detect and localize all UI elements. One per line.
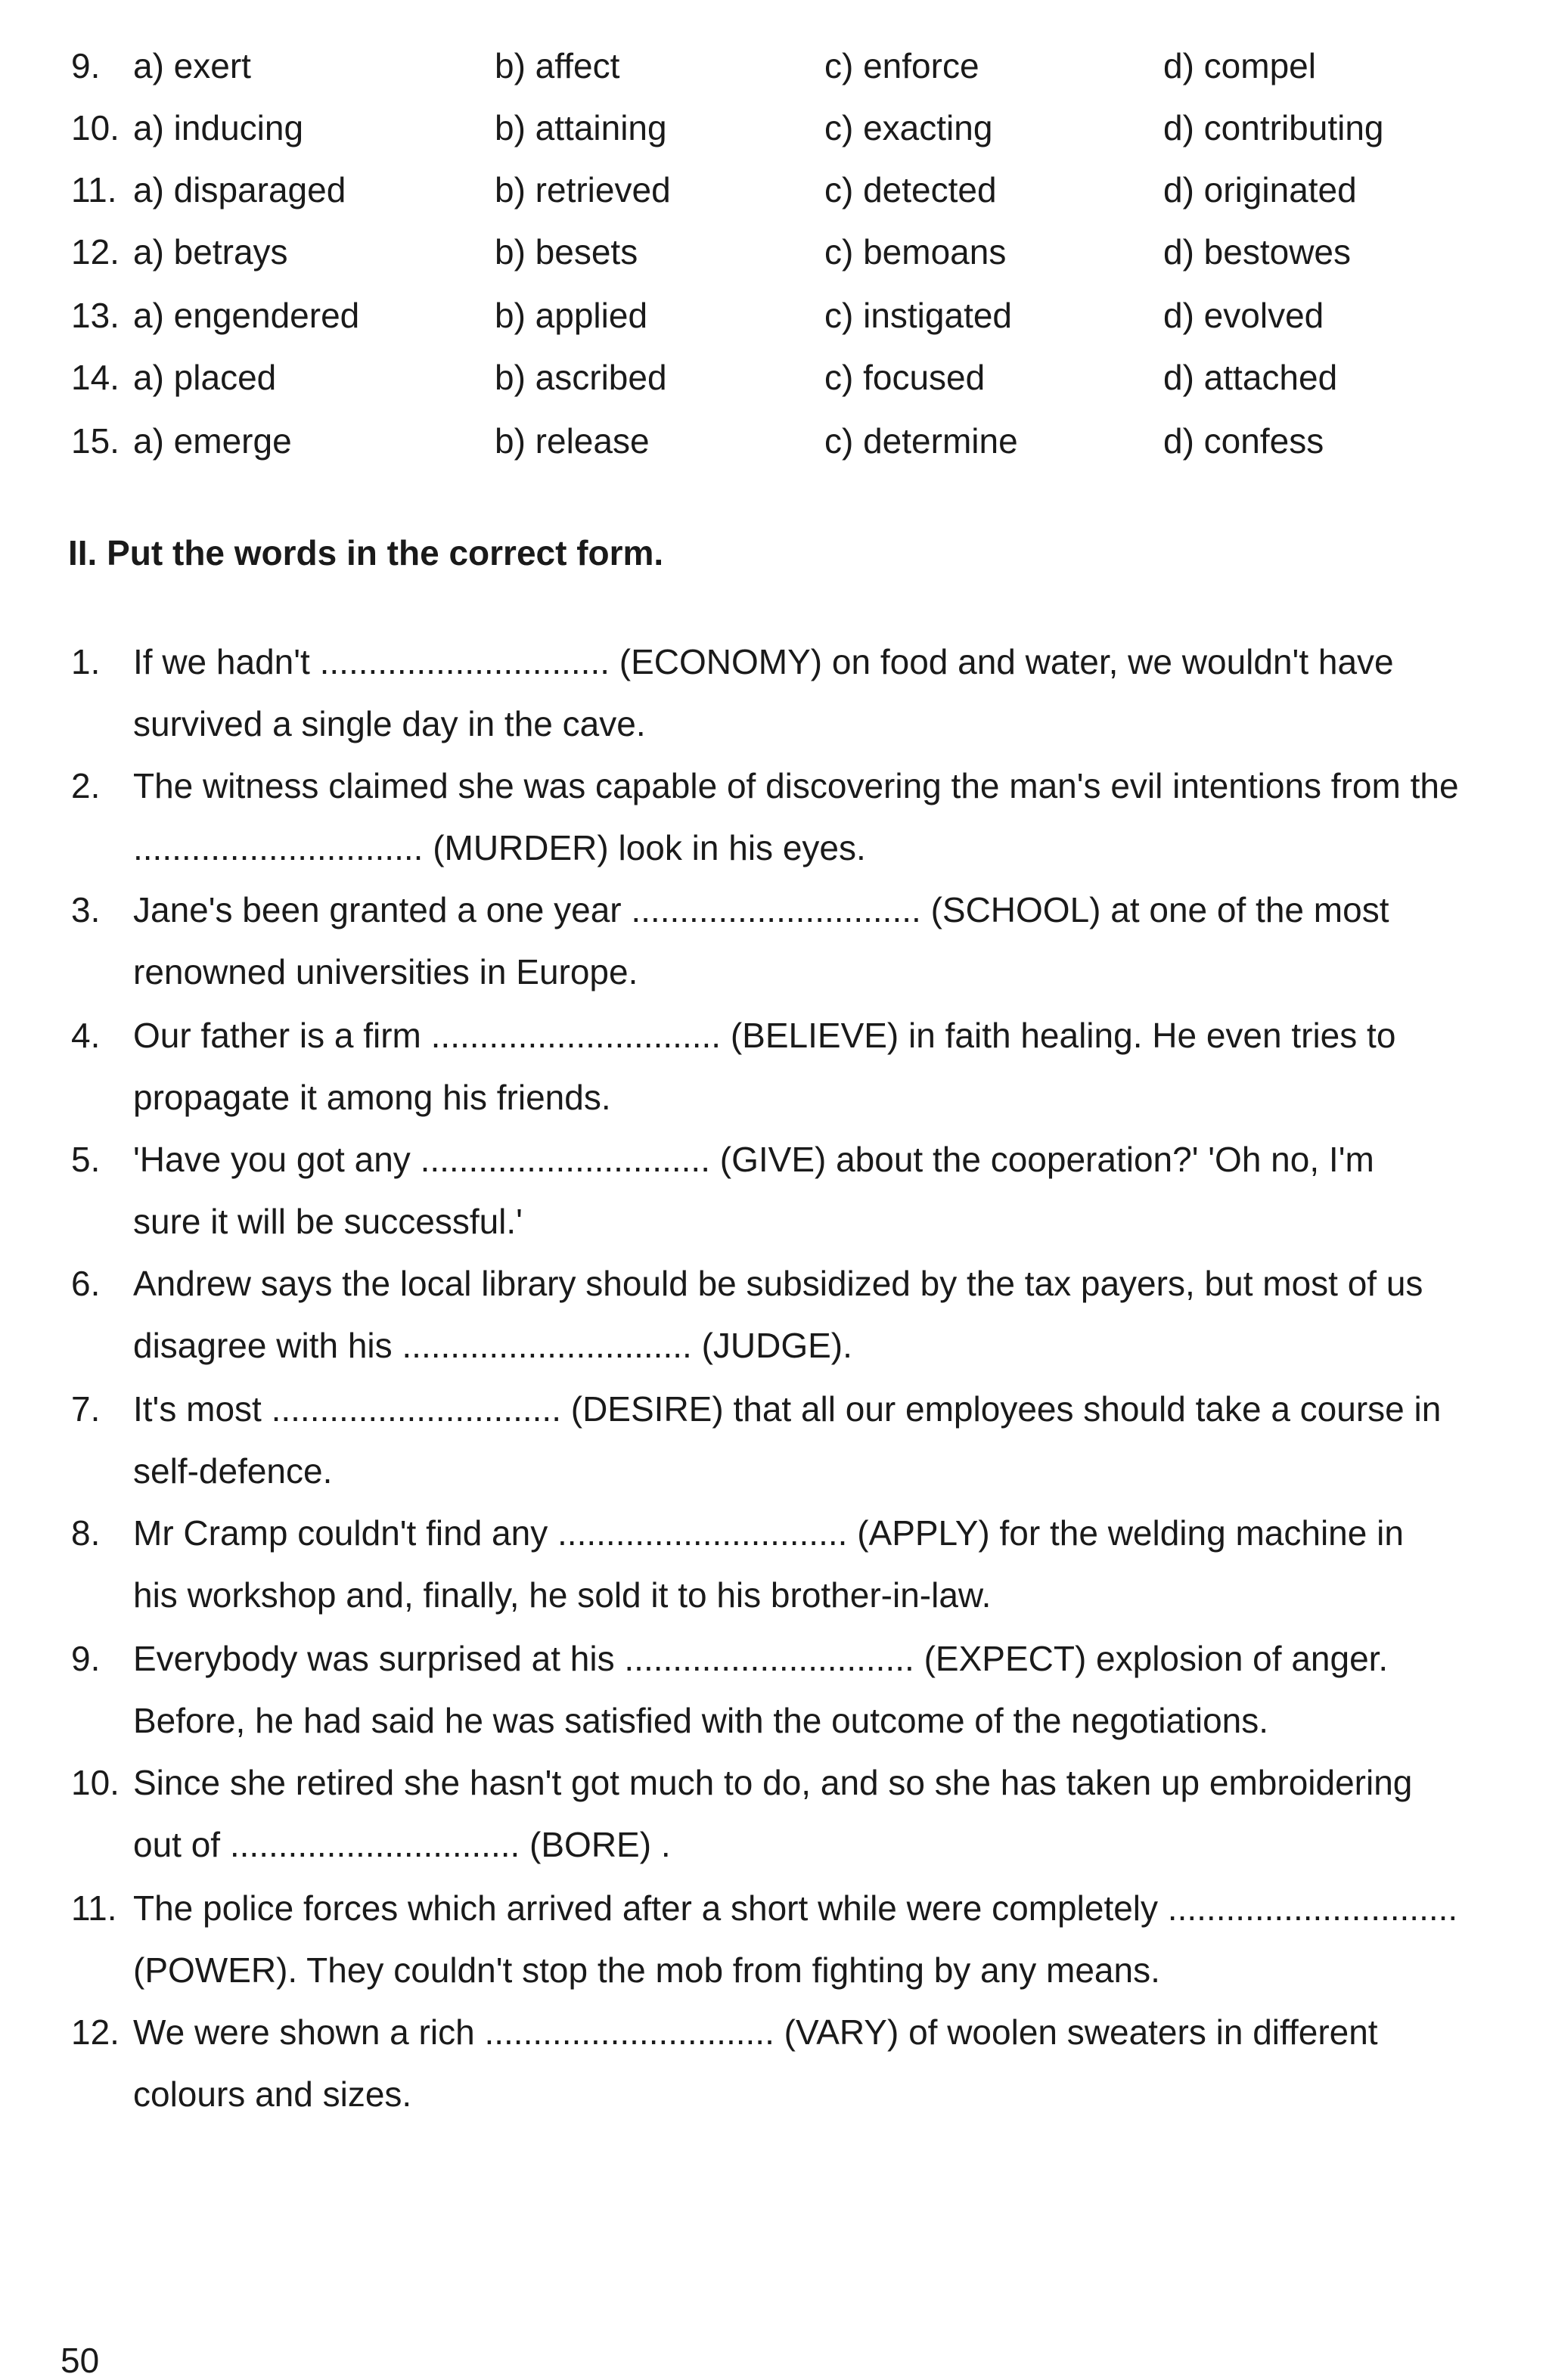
option-c: c) exacting [824,108,993,147]
option-d: d) contributing [1163,108,1384,147]
option-c: c) detected [824,170,997,209]
mc-row-9 [0,48,1549,94]
option-a: a) placed [133,358,277,397]
exercise-text-line-1: We were shown a rich .............................. (VARY) of woolen sweaters in different [133,2012,1378,2052]
mc-number: 11. [71,170,117,209]
option-c: c) bemoans [824,232,1007,272]
mc-row-10 [0,110,1549,156]
option-b: b) ascribed [495,358,667,397]
mc-number: 10. [71,108,120,147]
mc-row-11 [0,172,1549,218]
option-d: d) originated [1163,170,1357,209]
option-c: c) instigated [824,296,1013,335]
exercise-text-line-1: The police forces which arrived after a short while were completely .............................. [133,1888,1458,1928]
option-a: a) engendered [133,296,360,335]
option-a: a) exert [133,46,251,85]
exercise-number: 9. [71,1639,101,1678]
option-a: a) emerge [133,421,292,461]
option-d: d) confess [1163,421,1324,461]
exercise-number: 3. [71,890,101,929]
exercise-text-line-1: Andrew says the local library should be subsidized by the tax payers, but most of us [133,1264,1423,1303]
option-a: a) disparaged [133,170,346,209]
exercise-number: 7. [71,1389,101,1429]
option-d: d) compel [1163,46,1316,85]
exercise-number: 6. [71,1264,101,1303]
option-c: c) determine [824,421,1018,461]
page-number: 50 [61,2341,100,2380]
option-b: b) besets [495,232,638,272]
exercise-number: 11. [71,1888,117,1928]
option-c: c) enforce [824,46,979,85]
mc-row-12 [0,234,1549,280]
mc-number: 14. [71,358,120,397]
exercise-number: 12. [71,2012,120,2052]
option-b: b) affect [495,46,620,85]
exercise-number: 5. [71,1140,101,1179]
exercise-text-line-1: If we hadn't .............................. (ECONOMY) on food and water, we wouldn't have [133,642,1394,681]
exercise-text-line-2: Before, he had said he was satisfied with the outcome of the negotiations. [133,1701,1269,1740]
option-d: d) attached [1163,358,1338,397]
mc-number: 9. [71,46,101,85]
exercise-text-line-2: out of .............................. (BORE) . [133,1825,671,1864]
exercise-text-line-1: Jane's been granted a one year .............................. (SCHOOL) at one of the most [133,890,1389,929]
exercise-text-line-1: Everybody was surprised at his .............................. (EXPECT) explosion of anger. [133,1639,1389,1678]
exercise-number: 1. [71,642,101,681]
exercise-text-line-1: Since she retired she hasn't got much to do, and so she has taken up embroidering [133,1763,1413,1802]
option-d: d) evolved [1163,296,1324,335]
exercise-number: 8. [71,1513,101,1553]
exercise-number: 2. [71,766,101,805]
option-b: b) attaining [495,108,667,147]
exercise-text-line-2: his workshop and, finally, he sold it to his brother-in-law. [133,1575,992,1615]
exercise-text-line-2: disagree with his .............................. (JUDGE). [133,1326,852,1365]
option-b: b) applied [495,296,648,335]
mc-number: 15. [71,421,120,461]
exercise-number: 10. [71,1763,120,1802]
exercise-text-line-2: (POWER). They couldn't stop the mob from fighting by any means. [133,1950,1160,1990]
exercise-text-line-2: .............................. (MURDER) look in his eyes. [133,828,866,867]
mc-number: 13. [71,296,120,335]
exercise-text-line-2: propagate it among his friends. [133,1078,611,1117]
mc-row-15 [0,421,1549,469]
exercise-text-line-1: The witness claimed she was capable of discovering the man's evil intentions from the [133,766,1459,805]
exercise-text-line-2: colours and sizes. [133,2074,412,2114]
exercise-text-line-1: Mr Cramp couldn't find any .............................. (APPLY) for the welding machine in [133,1513,1404,1553]
option-b: b) release [495,421,650,461]
exercise-text-line-2: renowned universities in Europe. [133,952,638,991]
option-c: c) focused [824,358,986,397]
exercise-text-line-1: Our father is a firm .............................. (BELIEVE) in faith healing. He even tries to [133,1016,1396,1055]
option-b: b) retrieved [495,170,671,209]
exercise-text-line-1: It's most .............................. (DESIRE) that all our employees should take a course in [133,1389,1442,1429]
option-d: d) bestowes [1163,232,1352,272]
option-a: a) inducing [133,108,304,147]
exercise-text-line-2: self-defence. [133,1451,333,1491]
exercise-text-line-2: survived a single day in the cave. [133,704,646,743]
mc-row-14 [0,360,1549,405]
exercise-text-line-1: 'Have you got any .............................. (GIVE) about the cooperation?' 'Oh no, I'm [133,1140,1374,1179]
mc-row-13 [0,298,1549,343]
mc-number: 12. [71,232,120,272]
exercise-number: 4. [71,1016,101,1055]
exercise-text-line-2: sure it will be successful.' [133,1202,523,1241]
section-heading: II. Put the words in the correct form. [68,533,664,573]
option-a: a) betrays [133,232,288,272]
